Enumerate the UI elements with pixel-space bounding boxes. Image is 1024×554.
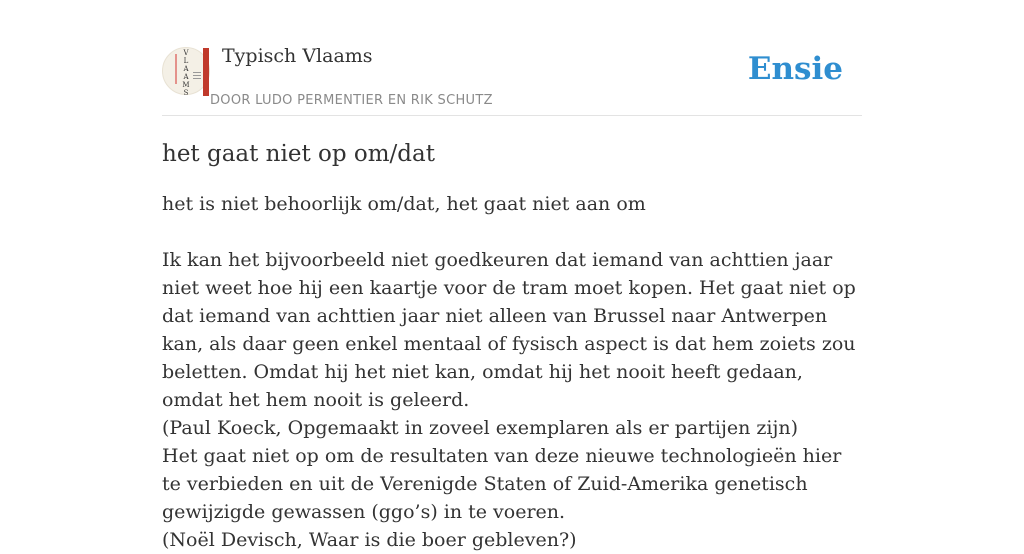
logo-lines bbox=[193, 72, 201, 81]
entry-citation: (Paul Koeck, Opgemaakt in zoveel exemplaren als er partijen zijn) bbox=[162, 417, 799, 439]
entry bbox=[162, 138, 862, 554]
entry-paragraph: Ik kan het bijvoorbeeld niet goedkeuren dat iemand van achttien jaar niet weet hoe hij een kaartje voor de tram moet kopen. Het gaat niet op dat iemand van achttien jaar niet alleen van Brussel naar Antwerpen kan, als daar geen enkel mentaal of fysisch aspect is dat hem zoiets zou beletten. Omdat hij het niet kan, omdat hij het nooit heeft gedaan, omdat het hem nooit is geleerd. bbox=[162, 249, 856, 411]
entry-definition: het is niet behoorlijk om/dat, het gaat niet aan om bbox=[162, 193, 646, 215]
logo-letters: V L A A M S bbox=[182, 49, 190, 97]
logo-red-mark bbox=[175, 54, 177, 84]
entry-title: het gaat niet op om/dat bbox=[162, 141, 435, 167]
entry-citation: (Noël Devisch, Waar is die boer gebleven?) bbox=[162, 529, 577, 551]
page-header bbox=[162, 44, 862, 116]
entry-body bbox=[162, 246, 862, 554]
book-title[interactable]: Typisch Vlaams bbox=[222, 45, 373, 67]
book-authors: DOOR LUDO PERMENTIER EN RIK SCHUTZ bbox=[210, 93, 493, 108]
logo-spine bbox=[203, 48, 209, 96]
entry-paragraph: Het gaat niet op om de resultaten van deze nieuwe technologieën hier te verbieden en uit de Verenigde Staten of Zuid-Amerika genetisch gewijzigde gewassen (ggo’s) in te voeren. bbox=[162, 445, 842, 523]
book-cover-logo[interactable] bbox=[162, 47, 210, 95]
brand-logo[interactable]: Ensie bbox=[747, 51, 843, 87]
